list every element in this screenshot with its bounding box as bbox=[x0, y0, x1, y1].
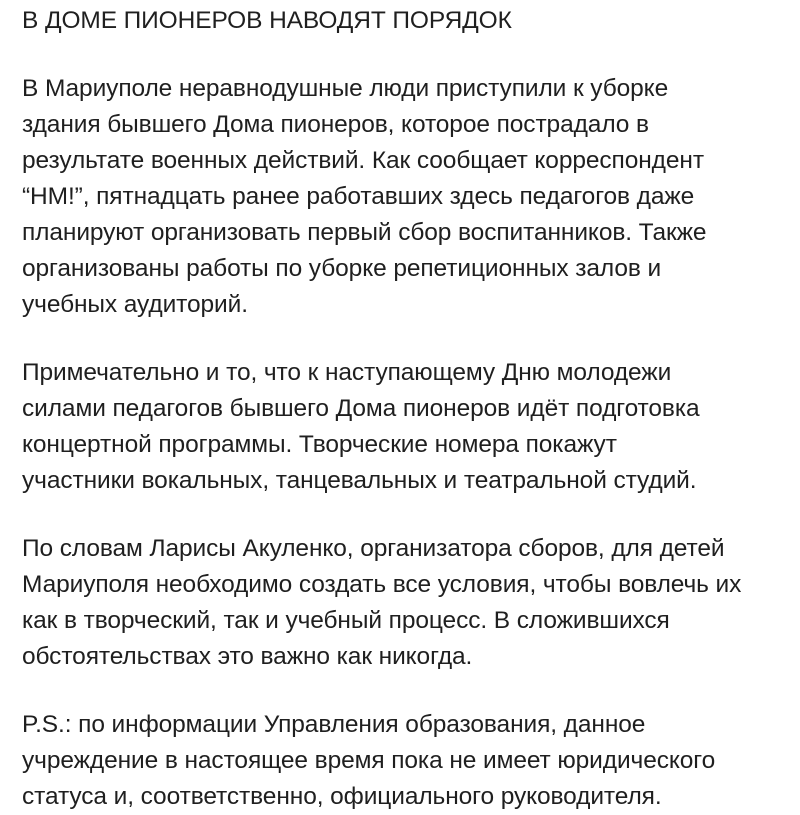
text-line: планируют организовать первый сбор воспитанников. Также bbox=[22, 219, 707, 246]
text-line: силами педагогов бывшего Дома пионеров идёт подготовка bbox=[22, 395, 700, 422]
paragraph-gap bbox=[22, 323, 792, 355]
news-post bbox=[22, 0, 792, 815]
text-line: статуса и, соответственно, официального руководителя. bbox=[22, 783, 662, 810]
text-line: результате военных действий. Как сообщает корреспондент bbox=[22, 147, 704, 174]
text-line: участники вокальных, танцевальных и театральной студий. bbox=[22, 467, 697, 494]
text-line: как в творческий, так и учебный процесс. В сложившихся bbox=[22, 607, 670, 634]
paragraph-3 bbox=[22, 531, 792, 675]
paragraph-gap bbox=[22, 39, 792, 71]
text-line: По словам Ларисы Акуленко, организатора сборов, для детей bbox=[22, 535, 725, 562]
text-line: Мариуполя необходимо создать все условия, чтобы вовлечь их bbox=[22, 571, 742, 598]
paragraph-gap bbox=[22, 675, 792, 707]
paragraph-4 bbox=[22, 707, 792, 815]
text-line: учреждение в настоящее время пока не имеет юридического bbox=[22, 747, 716, 774]
post-title: В ДОМЕ ПИОНЕРОВ НАВОДЯТ ПОРЯДОК bbox=[22, 7, 512, 34]
paragraph-2 bbox=[22, 355, 792, 499]
paragraph-gap bbox=[22, 499, 792, 531]
text-line: Примечательно и то, что к наступающему Дню молодежи bbox=[22, 359, 672, 386]
text-line: учебных аудиторий. bbox=[22, 291, 248, 318]
text-line: В Мариуполе неравнодушные люди приступили к уборке bbox=[22, 75, 669, 102]
paragraph-1 bbox=[22, 71, 792, 323]
text-line: P.S.: по информации Управления образования, данное bbox=[22, 711, 646, 738]
text-line: обстоятельствах это важно как никогда. bbox=[22, 643, 473, 670]
text-line: “НМ!”, пятнадцать ранее работавших здесь педагогов даже bbox=[22, 183, 695, 210]
text-line: концертной программы. Творческие номера покажут bbox=[22, 431, 617, 458]
text-line: организованы работы по уборке репетиционных залов и bbox=[22, 255, 662, 282]
text-line: здания бывшего Дома пионеров, которое пострадало в bbox=[22, 111, 649, 138]
